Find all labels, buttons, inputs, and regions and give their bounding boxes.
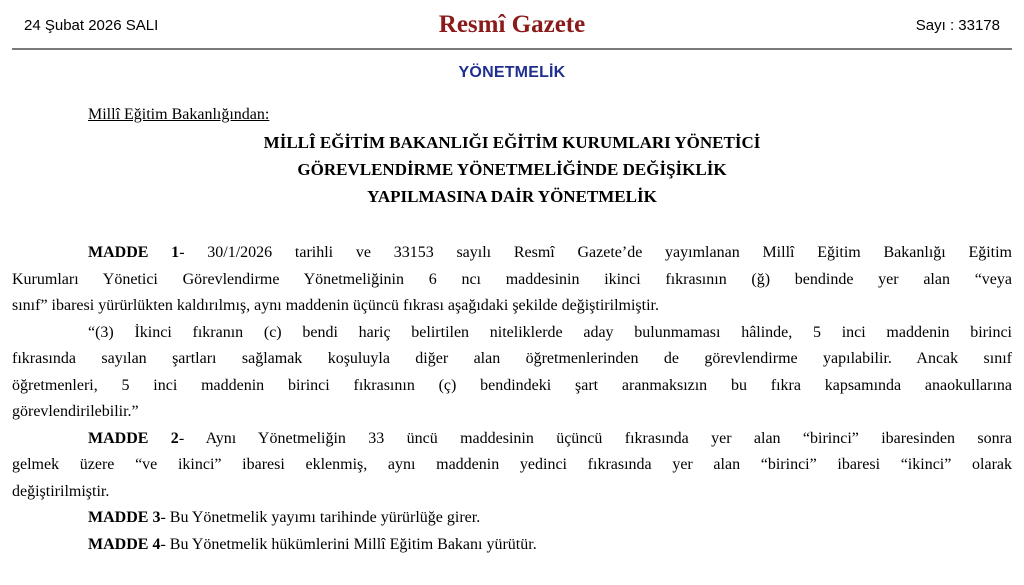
issuing-ministry: Millî Eğitim Bakanlığından: — [88, 106, 270, 123]
article-2-line-3: değiştirilmiştir. — [12, 482, 110, 500]
article-label: MADDE 4 — [88, 535, 161, 553]
article-1-line-2: Kurumları Yönetici Görevlendirme Yönetmeliğinin 6 ncı maddesinin ikinci fıkrasının (ğ) bendinde yer alan “veya — [12, 270, 1012, 288]
article-2 — [12, 426, 1013, 506]
article-label: MADDE 2 — [88, 429, 179, 447]
article-label: MADDE 1 — [88, 244, 180, 261]
gazette-title: Resmî Gazete — [438, 11, 586, 38]
article-3-line-1: MADDE 3- Bu Yönetmelik yayımı tarihinde yürürlüğe girer. — [88, 509, 481, 526]
issue-number: Sayı : 33178 — [915, 17, 1000, 34]
article-1-line-3: sınıf” ibaresi yürürlükten kaldırılmış, aynı maddenin üçüncü fıkrası aşağıdaki şekilde değiştirilmiştir. — [12, 297, 659, 314]
amended-paragraph-line-3: öğretmenleri, 5 inci maddenin birinci fıkrasının (ç) bendindeki şart aranmaksızın bu fıkra kapsamında anaokullarına — [12, 376, 1012, 394]
article-4 — [88, 532, 1012, 559]
article-1-line-1: MADDE 1- 30/1/2026 tarihli ve 33153 sayılı Resmî Gazete’de yayımlanan Millî Eğitim Bakanlığı Eğitim — [88, 244, 1013, 261]
article-2-line-2: gelmek üzere “ve ikinci” ibaresi eklenmiş, aynı maddenin yedinci fıkrasında yer alan “birinci” ibaresi “ikinci” olarak — [12, 456, 1012, 473]
regulation-body — [12, 240, 1013, 558]
article-1 — [12, 240, 1013, 320]
article-label: MADDE 3 — [88, 509, 161, 526]
section-heading: YÖNETMELİK — [458, 64, 566, 81]
gazette-header — [12, 0, 1012, 50]
article-4-line-1: MADDE 4- Bu Yönetmelik hükümlerini Millî Eğitim Bakanı yürütür. — [88, 535, 537, 553]
publication-date: 24 Şubat 2026 SALI — [24, 17, 159, 34]
regulation-title — [88, 129, 936, 210]
amended-paragraph-line-1: “(3) İkinci fıkranın (c) bendi hariç belirtilen niteliklerde aday bulunmaması hâlinde, 5 inci maddenin birinci — [88, 323, 1012, 341]
amended-paragraph-line-4: görevlendirilebilir.” — [12, 403, 139, 420]
regulation-title-line: MİLLÎ EĞİTİM BAKANLIĞI EĞİTİM KURUMLARI YÖNETİCİ — [263, 133, 761, 152]
regulation-title-line: YAPILMASINA DAİR YÖNETMELİK — [367, 187, 657, 206]
amended-paragraph-line-2: fıkrasında sayılan şartları sağlamak koşuluyla diğer alan öğretmenlerinden de görevlendirme yapılabilir. Ancak sınıf — [12, 350, 1012, 367]
amended-paragraph — [12, 320, 1012, 426]
regulation-title-line: GÖREVLENDİRME YÖNETMELİĞİNDE DEĞİŞİKLİK — [297, 160, 727, 179]
article-2-line-1: MADDE 2- Aynı Yönetmeliğin 33 üncü maddesinin üçüncü fıkrasında yer alan “birinci” ibaresinden sonra — [88, 429, 1013, 447]
article-3 — [88, 505, 1012, 532]
